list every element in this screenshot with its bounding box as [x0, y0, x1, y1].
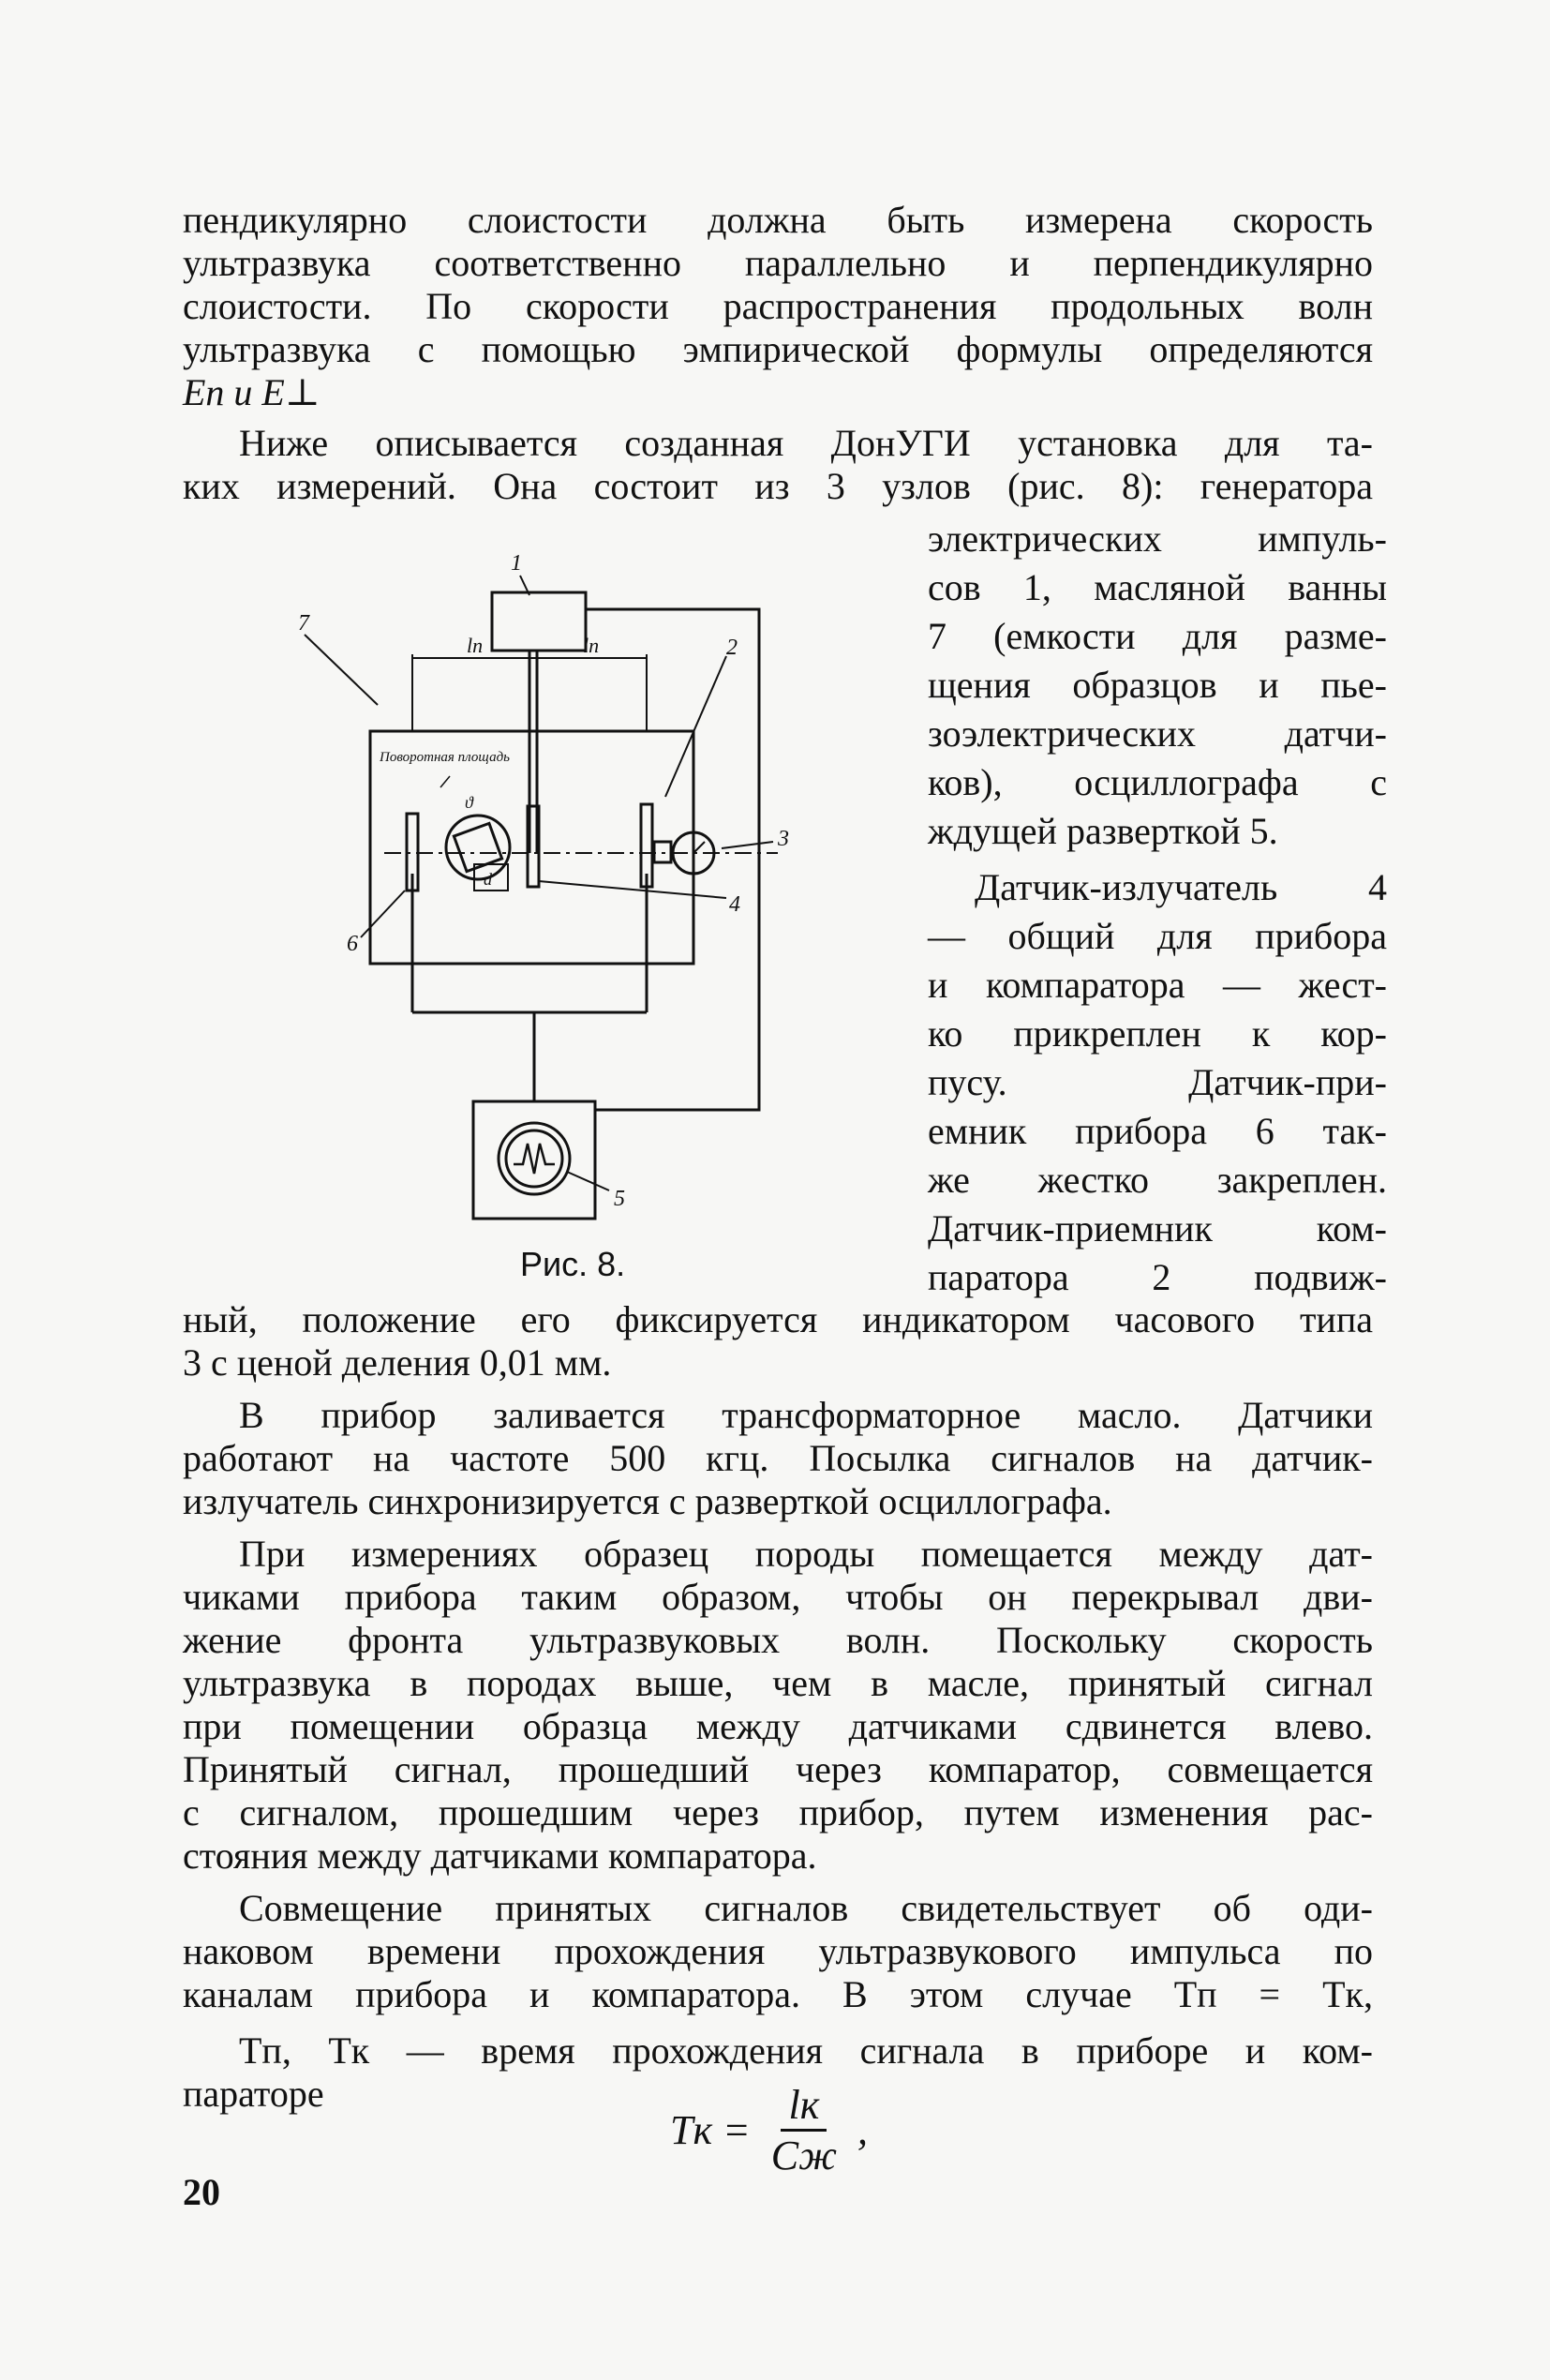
text-line: Ниже описывается созданная ДонУГИ установка для та-	[239, 422, 1373, 464]
text-line: сов 1, масляной ванны	[928, 566, 1387, 608]
text-line: Датчик-приемник ком-	[928, 1207, 1387, 1250]
text-line: емник прибора 6 так-	[928, 1110, 1387, 1152]
label-2: 2	[726, 636, 738, 660]
formula-numerator: lк	[781, 2081, 827, 2132]
text-line: щения образцов и пье-	[928, 664, 1387, 706]
label-1: 1	[511, 551, 522, 576]
text-line: излучатель синхронизируется с разверткой осциллографа.	[183, 1480, 1112, 1522]
rotating-platform	[446, 816, 510, 879]
text-line: электрических импуль-	[928, 517, 1387, 560]
text-line: при помещении образца между датчиками сдвинется влево.	[183, 1705, 1373, 1747]
text-line: ультразвука в породах выше, чем в масле, принятый сигнал	[183, 1662, 1373, 1704]
label-ln-left: lп	[467, 634, 484, 657]
text-line: слоистости. По скорости распространения продольных волн	[183, 285, 1373, 327]
text-line: Датчик-излучатель 4	[975, 866, 1387, 908]
text-line: Совмещение принятых сигналов свидетельствует об оди-	[239, 1887, 1373, 1929]
text-line: наковом времени прохождения ультразвукового импульса по	[183, 1930, 1373, 1972]
label-platform: Поворотная площадь	[380, 750, 510, 765]
label-ln-right: lп	[583, 634, 600, 657]
text-line: Tп, Tк — время прохождения сигнала в приборе и ком-	[239, 2029, 1373, 2072]
text-line: 3 с ценой деления 0,01 мм.	[183, 1341, 612, 1384]
text-line: работают на частоте 500 кгц. Посылка сигналов на датчик-	[183, 1437, 1373, 1479]
text-line: — общий для прибора	[928, 915, 1387, 957]
setup-schematic	[253, 544, 834, 1265]
generator-box	[492, 592, 586, 651]
page-number: 20	[183, 2171, 220, 2213]
text-line: ждущей разверткой 5.	[928, 810, 1278, 852]
text-line: В прибор заливается трансформаторное масло. Датчики	[239, 1394, 1373, 1436]
text-line: При измерениях образец породы помещается между дат-	[239, 1533, 1373, 1575]
text-line: с сигналом, прошедшим через прибор, путем изменения рас-	[183, 1791, 1373, 1834]
text-line: стояния между датчиками компаратора.	[183, 1834, 817, 1877]
text-line: же жестко закреплен.	[928, 1159, 1387, 1201]
text-line: ко прикреплен к кор-	[928, 1012, 1387, 1055]
text-line: чиками прибора таким образом, чтобы он перекрывал дви-	[183, 1576, 1373, 1618]
text-line: жение фронта ультразвуковых волн. Поскольку скорость	[183, 1619, 1373, 1661]
formula-denominator: Cж	[770, 2133, 838, 2178]
text-line: ультразвука соответственно параллельно и перпендикулярно	[183, 242, 1373, 284]
text-line: ких измерений. Она состоит из 3 узлов (рис. 8): генератора	[183, 465, 1373, 507]
label-4: 4	[729, 892, 740, 917]
text-line: зоэлектрических датчи-	[928, 712, 1387, 755]
label-7: 7	[298, 611, 309, 636]
text-line: и компаратора — жест-	[928, 964, 1387, 1006]
figure-8-diagram	[253, 544, 834, 1265]
formula-tail: ,	[857, 2107, 869, 2153]
oscilloscope-box	[473, 1101, 595, 1219]
formula	[670, 2081, 868, 2179]
figure-caption: Рис. 8.	[520, 1245, 626, 1283]
text-line: пендикулярно слоистости должна быть измерена скорость	[183, 199, 1373, 241]
text-line: ков), осциллографа с	[928, 761, 1387, 803]
label-5: 5	[614, 1187, 625, 1211]
text-line: 7 (емкости для разме-	[928, 615, 1387, 657]
text-line: ультразвука с помощью эмпирической формулы определяются	[183, 328, 1373, 370]
text-line: Eп и E⊥	[183, 371, 320, 413]
oscilloscope-screen	[499, 1123, 570, 1194]
text-line: каналам прибора и компаратора. В этом случае Tп = Tк,	[183, 1973, 1373, 2015]
text-line: Принятый сигнал, прошедший через компаратор, совмещается	[183, 1748, 1373, 1790]
formula-fraction	[764, 2081, 844, 2179]
text-line: параторе	[183, 2073, 324, 2115]
formula-lhs: Tк =	[670, 2107, 751, 2153]
label-angle: ϑ	[465, 793, 473, 812]
text-line: паратора 2 подвиж-	[928, 1256, 1387, 1298]
label-6: 6	[347, 932, 358, 956]
label-3: 3	[778, 827, 789, 851]
text-line: ный, положение его фиксируется индикатором часового типа	[183, 1298, 1373, 1340]
text-line: пусу. Датчик-при-	[928, 1061, 1387, 1103]
label-d: d	[484, 870, 492, 889]
